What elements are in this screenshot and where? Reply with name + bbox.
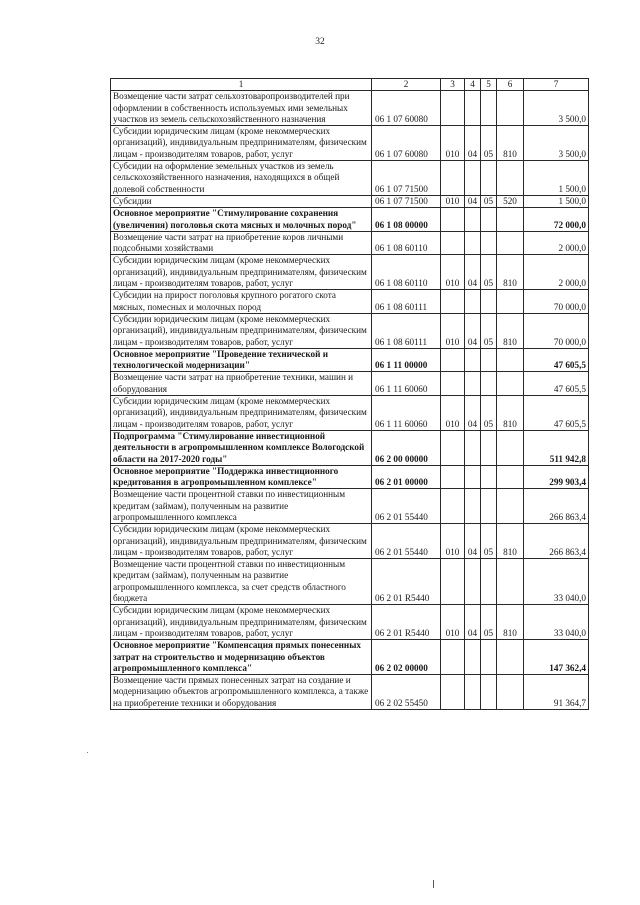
cell-expense-type <box>497 559 524 605</box>
cell-subsection <box>481 290 497 314</box>
cell-amount: 3 500,0 <box>524 91 589 126</box>
table-row <box>111 91 589 126</box>
cell-target-article: 06 1 08 60110 <box>372 255 441 290</box>
cell-name: Возмещение части процентной ставки по инвестиционным кредитам (займам), полученным на развитие агропромышленного комплекса <box>111 489 372 524</box>
cell-grbs <box>441 91 465 126</box>
header-cell-grbs: 3 <box>441 79 465 91</box>
cell-amount: 70 000,0 <box>524 290 589 314</box>
cell-amount: 33 040,0 <box>524 559 589 605</box>
cell-section <box>465 489 481 524</box>
cell-section: 04 <box>465 524 481 559</box>
cell-section <box>465 430 481 465</box>
cell-target-article: 06 1 08 00000 <box>372 208 441 232</box>
header-cell-pr: 5 <box>481 79 497 91</box>
table-row <box>111 675 589 710</box>
cell-expense-type: 810 <box>497 524 524 559</box>
cell-expense-type <box>497 640 524 675</box>
cell-grbs <box>441 208 465 232</box>
cell-target-article: 06 2 02 00000 <box>372 640 441 675</box>
table-row <box>111 489 589 524</box>
cell-expense-type: 810 <box>497 605 524 640</box>
cell-subsection <box>481 675 497 710</box>
cell-amount: 266 863,4 <box>524 489 589 524</box>
cell-target-article: 06 2 02 55450 <box>372 675 441 710</box>
cell-amount: 70 000,0 <box>524 313 589 348</box>
cell-amount: 72 000,0 <box>524 208 589 232</box>
page-number: 32 <box>315 37 325 47</box>
table-row <box>111 126 589 161</box>
cell-target-article: 06 1 11 00000 <box>372 348 441 372</box>
cell-section <box>465 208 481 232</box>
cell-target-article: 06 1 08 60111 <box>372 290 441 314</box>
cell-subsection <box>481 489 497 524</box>
cell-expense-type <box>497 161 524 196</box>
cell-amount: 299 903,4 <box>524 465 589 489</box>
cell-grbs <box>441 489 465 524</box>
cell-section <box>465 290 481 314</box>
cell-grbs <box>441 640 465 675</box>
cell-expense-type <box>497 231 524 255</box>
cell-section <box>465 559 481 605</box>
cell-section: 04 <box>465 195 481 207</box>
cell-section: 04 <box>465 126 481 161</box>
cell-section <box>465 348 481 372</box>
cell-amount: 91 364,7 <box>524 675 589 710</box>
cell-name: Субсидии на прирост поголовья крупного рогатого скота мясных, помесных и молочных пород <box>111 290 372 314</box>
cell-subsection: 05 <box>481 255 497 290</box>
cell-target-article: 06 1 07 60080 <box>372 91 441 126</box>
cell-subsection: 05 <box>481 126 497 161</box>
cell-grbs: 010 <box>441 524 465 559</box>
cell-expense-type: 810 <box>497 396 524 431</box>
cell-target-article: 06 2 01 55440 <box>372 524 441 559</box>
cell-name: Возмещение части затрат на приобретение техники, машин и оборудования <box>111 372 372 396</box>
cell-expense-type <box>497 290 524 314</box>
cell-grbs: 010 <box>441 195 465 207</box>
table-row <box>111 195 589 207</box>
header-cell-vr: 6 <box>497 79 524 91</box>
cell-section: 04 <box>465 255 481 290</box>
cell-expense-type <box>497 465 524 489</box>
cell-grbs <box>441 465 465 489</box>
cell-amount: 2 000,0 <box>524 231 589 255</box>
cell-target-article: 06 1 07 71500 <box>372 195 441 207</box>
cell-subsection <box>481 91 497 126</box>
cell-subsection <box>481 208 497 232</box>
cell-amount: 1 500,0 <box>524 161 589 196</box>
cell-name: Субсидии юридическим лицам (кроме некоммерческих организаций), индивидуальным предпринимателям, физическим лицам - производителям товаров, работ, услуг <box>111 396 372 431</box>
cell-expense-type <box>497 489 524 524</box>
cell-amount: 3 500,0 <box>524 126 589 161</box>
cell-grbs <box>441 290 465 314</box>
header-cell-rz: 4 <box>465 79 481 91</box>
cell-name: Основное мероприятие "Компенсация прямых понесенных затрат на строительство и модернизацию объектов агропромышленного комплекса" <box>111 640 372 675</box>
cell-grbs: 010 <box>441 126 465 161</box>
cell-amount: 33 040,0 <box>524 605 589 640</box>
cell-section: 04 <box>465 313 481 348</box>
cell-amount: 2 000,0 <box>524 255 589 290</box>
cell-name: Основное мероприятие "Поддержка инвестиционного кредитования в агропромышленном комплексе" <box>111 465 372 489</box>
cell-name: Субсидии юридическим лицам (кроме некоммерческих организаций), индивидуальным предпринимателям, физическим лицам - производителям товаров, работ, услуг <box>111 255 372 290</box>
cell-expense-type <box>497 91 524 126</box>
cell-subsection: 05 <box>481 524 497 559</box>
cell-subsection: 05 <box>481 195 497 207</box>
table-row <box>111 605 589 640</box>
cell-target-article: 06 1 07 71500 <box>372 161 441 196</box>
cell-expense-type: 520 <box>497 195 524 207</box>
cell-amount: 147 362,4 <box>524 640 589 675</box>
header-cell-sum: 7 <box>524 79 589 91</box>
table-row <box>111 524 589 559</box>
cell-target-article: 06 1 07 60080 <box>372 126 441 161</box>
cell-target-article: 06 1 11 60060 <box>372 396 441 431</box>
table-row <box>111 465 589 489</box>
table-row <box>111 372 589 396</box>
cell-grbs <box>441 348 465 372</box>
cell-subsection <box>481 348 497 372</box>
cell-section <box>465 231 481 255</box>
cell-name: Субсидии юридическим лицам (кроме некоммерческих организаций), индивидуальным предпринимателям, физическим лицам - производителям товаров, работ, услуг <box>111 605 372 640</box>
cell-expense-type <box>497 675 524 710</box>
cell-name: Субсидии юридическим лицам (кроме некоммерческих организаций), индивидуальным предпринимателям, физическим лицам - производителям товаров, работ, услуг <box>111 313 372 348</box>
cell-subsection <box>481 640 497 675</box>
cell-target-article: 06 2 01 00000 <box>372 465 441 489</box>
budget-table <box>110 78 589 710</box>
cell-target-article: 06 2 01 R5440 <box>372 559 441 605</box>
scan-artifact-dot <box>87 752 88 753</box>
cell-subsection <box>481 465 497 489</box>
cell-amount: 47 605,5 <box>524 396 589 431</box>
cell-grbs <box>441 430 465 465</box>
cell-amount: 47 605,5 <box>524 372 589 396</box>
table-row <box>111 559 589 605</box>
cell-name: Возмещение части процентной ставки по инвестиционным кредитам (займам), полученным на развитие агропромышленного комплекса, за счет средств областного бюджета <box>111 559 372 605</box>
header-cell-name: 1 <box>111 79 372 91</box>
cell-amount: 1 500,0 <box>524 195 589 207</box>
cell-grbs: 010 <box>441 396 465 431</box>
cell-expense-type <box>497 208 524 232</box>
cell-amount: 47 605,5 <box>524 348 589 372</box>
cell-grbs <box>441 372 465 396</box>
cell-section <box>465 161 481 196</box>
cell-subsection <box>481 430 497 465</box>
cell-section: 04 <box>465 605 481 640</box>
cell-expense-type <box>497 348 524 372</box>
cell-section <box>465 640 481 675</box>
cell-amount: 511 942,8 <box>524 430 589 465</box>
cell-name: Основное мероприятие "Проведение технической и технологической модернизации" <box>111 348 372 372</box>
cell-section: 04 <box>465 396 481 431</box>
cell-subsection: 05 <box>481 313 497 348</box>
cell-name: Субсидии юридическим лицам (кроме некоммерческих организаций), индивидуальным предпринимателям, физическим лицам - производителям товаров, работ, услуг <box>111 524 372 559</box>
cell-name: Субсидии юридическим лицам (кроме некоммерческих организаций), индивидуальным предпринимателям, физическим лицам - производителям товаров, работ, услуг <box>111 126 372 161</box>
cell-subsection <box>481 372 497 396</box>
cell-expense-type: 810 <box>497 126 524 161</box>
table-row <box>111 290 589 314</box>
cell-subsection: 05 <box>481 605 497 640</box>
cell-expense-type: 810 <box>497 255 524 290</box>
table-row <box>111 161 589 196</box>
table-header-row <box>111 79 589 91</box>
cell-subsection <box>481 231 497 255</box>
cell-grbs <box>441 231 465 255</box>
table-row <box>111 396 589 431</box>
cell-subsection <box>481 559 497 605</box>
cell-name: Субсидии на оформление земельных участков из земель сельскохозяйственного назначения, находящихся в общей долевой собственности <box>111 161 372 196</box>
cell-target-article: 06 1 08 60111 <box>372 313 441 348</box>
cell-section <box>465 675 481 710</box>
cell-grbs: 010 <box>441 313 465 348</box>
cell-section <box>465 372 481 396</box>
cell-expense-type <box>497 430 524 465</box>
cell-subsection: 05 <box>481 396 497 431</box>
table-row <box>111 231 589 255</box>
table-row <box>111 208 589 232</box>
table-row <box>111 430 589 465</box>
cell-grbs: 010 <box>441 605 465 640</box>
cell-target-article: 06 2 00 00000 <box>372 430 441 465</box>
cell-subsection <box>481 161 497 196</box>
cell-target-article: 06 1 11 60060 <box>372 372 441 396</box>
cell-amount: 266 863,4 <box>524 524 589 559</box>
cell-section <box>465 91 481 126</box>
scan-artifact-mark <box>433 880 434 888</box>
table-row <box>111 313 589 348</box>
cell-target-article: 06 2 01 R5440 <box>372 605 441 640</box>
cell-target-article: 06 2 01 55440 <box>372 489 441 524</box>
cell-section <box>465 465 481 489</box>
cell-expense-type: 810 <box>497 313 524 348</box>
cell-name: Возмещение части затрат на приобретение коров личными подсобными хозяйствами <box>111 231 372 255</box>
cell-name: Возмещение части затрат сельхозтоваропроизводителей при оформлении в собственность используемых ими земельных участков из земель сельскохозяйственного назначения <box>111 91 372 126</box>
cell-grbs <box>441 161 465 196</box>
cell-name: Подпрограмма "Стимулирование инвестиционной деятельности в агропромышленном комплексе Вологодской области на 2017-2020 годы" <box>111 430 372 465</box>
cell-name: Возмещение части прямых понесенных затрат на создание и модернизацию объектов агропромышленного комплекса, а также на приобретение техники и оборудования <box>111 675 372 710</box>
table-row <box>111 348 589 372</box>
cell-name: Основное мероприятие "Стимулирование сохранения (увеличения) поголовья скота мясных и молочных пород" <box>111 208 372 232</box>
table-row <box>111 255 589 290</box>
cell-grbs <box>441 559 465 605</box>
table-row <box>111 640 589 675</box>
cell-grbs <box>441 675 465 710</box>
header-cell-csr: 2 <box>372 79 441 91</box>
cell-target-article: 06 1 08 60110 <box>372 231 441 255</box>
cell-name: Субсидии <box>111 195 372 207</box>
cell-expense-type <box>497 372 524 396</box>
cell-grbs: 010 <box>441 255 465 290</box>
